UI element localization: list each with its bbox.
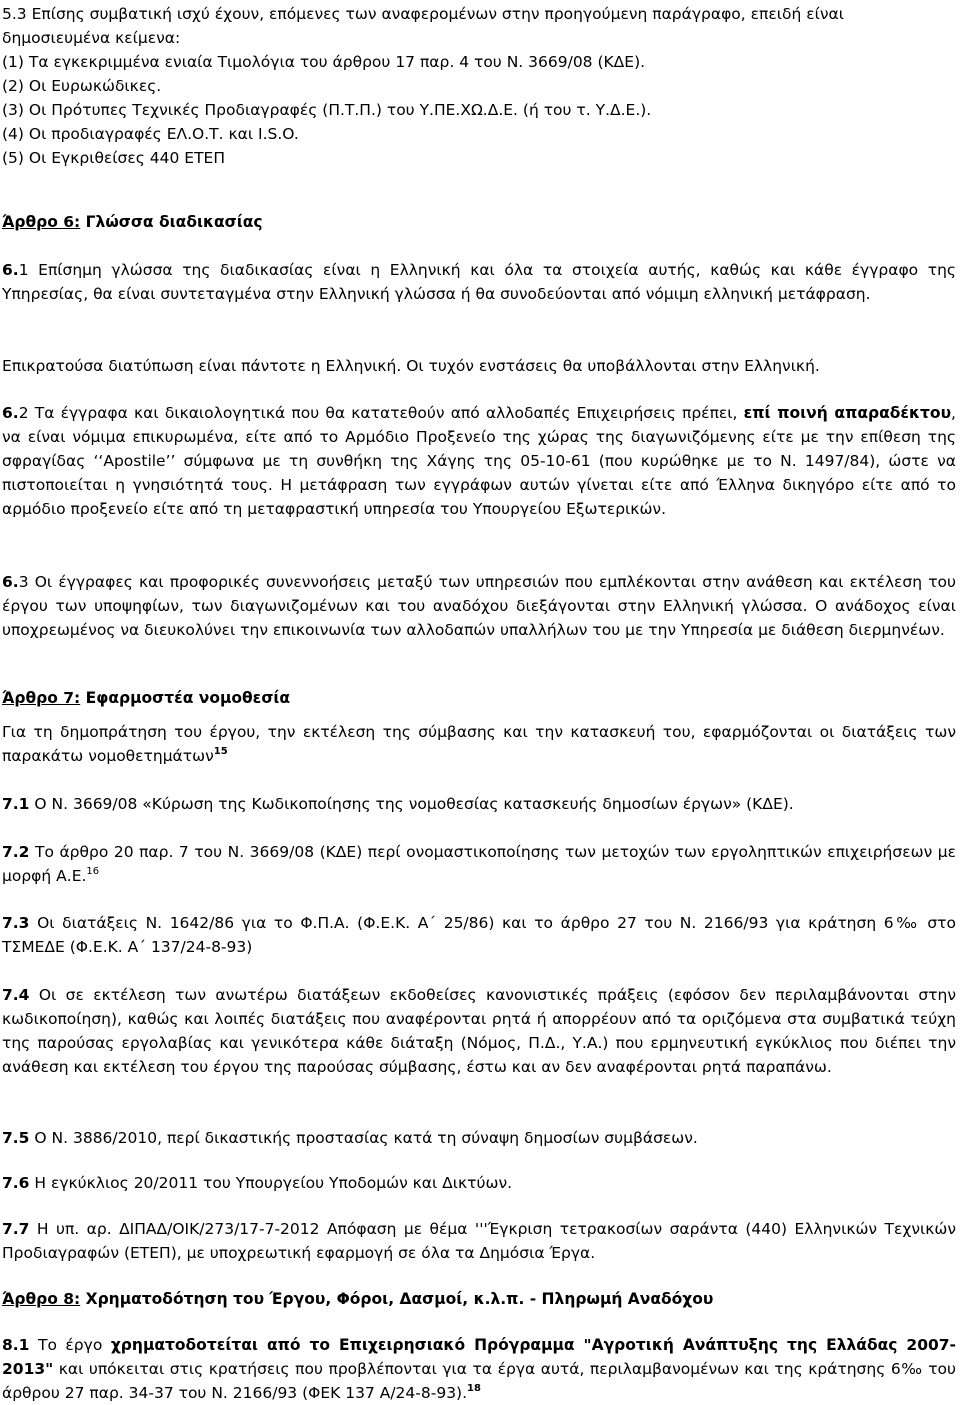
paragraph-number: 6. <box>2 261 19 279</box>
item-7-7 <box>2 1217 956 1265</box>
item-text: Η υπ. αρ. ΔΙΠΑΔ/ΟΙΚ/273/17-7-2012 Απόφαση με θέμα '''Έγκριση τετρακοσίων σαράντα (440) Ελληνικών Τεχνικών Προδιαγραφών (ΕΤΕΠ), με υποχρεωτική εφαρμογή σε όλα τα Δημόσια Έργα. <box>2 1220 956 1262</box>
emphasis-text: χρηματοδοτείται από το Επιχειρησιακό Πρόγραμμα "Αγροτική Ανάπτυξης της Ελλάδας 2007-2013" <box>2 1336 956 1378</box>
item-7-2 <box>2 840 956 888</box>
paragraph-text: και υπόκειται στις κρατήσεις που προβλέπονται για τα έργα αυτά, περιλαμβανομένων και της κράτησης 6‰ του άρθρου 27 παρ. 34-37 του Ν. 2166/93 (ΦΕΚ 137 Α/24-8-93). <box>2 1360 956 1402</box>
item-number: 7.6 <box>2 1174 30 1192</box>
item-number: 7.2 <box>2 843 30 861</box>
paragraph-6-3 <box>2 570 956 642</box>
paragraph-subnumber: 1 <box>18 261 29 279</box>
footnote-ref: 16 <box>86 866 100 877</box>
item-text: Η εγκύκλιος 20/2011 του Υπουργείου Υποδομών και Δικτύων. <box>29 1174 513 1192</box>
paragraph-6-1b <box>2 354 956 378</box>
item-text: Ο Ν. 3669/08 «Κύρωση της Κωδικοποίησης της νομοθεσίας κατασκευής δημοσίων έργων» (ΚΔΕ). <box>29 795 794 813</box>
paragraph-5-3: 5.3 Επίσης συμβατική ισχύ έχουν, επόμενες των αναφερομένων στην προηγούμενη παράγραφο, επειδή είναι δημοσιευμένα κείμενα: <box>2 5 844 47</box>
heading-number: Άρθρο 7: <box>2 689 81 707</box>
item-text: Ο Ν. 3886/2010, περί δικαστικής προστασίας κατά τη σύναψη δημοσίων συμβάσεων. <box>29 1129 698 1147</box>
paragraph-6-1 <box>2 258 956 306</box>
section-5-3 <box>2 2 956 170</box>
item-7-1 <box>2 792 956 816</box>
item-7-3 <box>2 911 956 959</box>
list-item: (5) Οι Εγκριθείσες 440 ΕΤΕΠ <box>2 149 225 167</box>
paragraph-subnumber: 2 <box>18 404 29 422</box>
heading-number: Άρθρο 8: <box>2 1290 81 1308</box>
footnote-ref: 18 <box>467 1383 481 1394</box>
item-text: Οι διατάξεις Ν. 1642/86 για το Φ.Π.Α. (Φ.Ε.Κ. Α΄ 25/86) και το άρθρο 27 του Ν. 2166/93 για κράτηση 6‰ στο ΤΣΜΕΔΕ (Φ.Ε.Κ. Α΄ 137/24-8-93) <box>2 914 956 956</box>
item-7-6 <box>2 1171 956 1195</box>
item-number: 7.1 <box>2 795 30 813</box>
item-7-5 <box>2 1126 956 1150</box>
list-item: (4) Οι προδιαγραφές ΕΛ.Ο.Τ. και I.S.O. <box>2 125 299 143</box>
item-7-4 <box>2 983 956 1079</box>
item-number: 7.3 <box>2 914 30 932</box>
heading-title: Γλώσσα διαδικασίας <box>80 213 263 231</box>
paragraph-text: Το έργο <box>29 1336 111 1354</box>
paragraph-text: Οι έγγραφες και προφορικές συνεννοήσεις μεταξύ των υπηρεσιών που εμπλέκονται στην ανάθεση και εκτέλεση του έργου των υποψηφίων, των διαγωνιζομένων και του αναδόχου διεξάγονται στην Ελληνική γλώσσα. Ο ανάδοχος είναι υποχρεωμένος να διευκολύνει την επικοινωνία των αλλοδαπών υπαλλήλων του με την Υπηρεσία με διάθεση διερμηνέων. <box>2 573 956 639</box>
paragraph-text: Τα έγγραφα και δικαιολογητικά που θα κατατεθούν από αλλοδαπές Επιχειρήσεις πρέπει, <box>28 404 744 422</box>
paragraph-number: 6. <box>2 573 19 591</box>
paragraph-number: 6. <box>2 404 19 422</box>
list-item: (3) Οι Πρότυπες Τεχνικές Προδιαγραφές (Π.Τ.Π.) του Υ.ΠΕ.ΧΩ.Δ.Ε. (ή του τ. Υ.Δ.Ε.). <box>2 101 652 119</box>
emphasis-text: επί ποινή απαραδέκτου <box>743 404 952 422</box>
paragraph-text: Επίσημη γλώσσα της διαδικασίας είναι η Ελληνική και όλα τα στοιχεία αυτής, καθώς και κάθε έγγραφο της Υπηρεσίας, θα είναι συντεταγμένα στην Ελληνική γλώσσα ή θα συνοδεύονται από νόμιμη ελληνική μετάφραση. <box>2 261 956 303</box>
item-text: Οι σε εκτέλεση των ανωτέρω διατάξεων εκδοθείσες κανονιστικές πράξεις (εφόσον δεν περιλαμβάνονται στην κωδικοποίηση), καθώς και λοιπές διατάξεις που αναφέρονται ρητά ή απορρέουν από τα οριζόμενα στα συμβατικά τεύχη της παρούσας εργολαβίας και γενικότερα κάθε διάταξη (Νόμος, Π.Δ., Υ.Α.) που ερμηνευτική εγκύκλιος που διέπει την ανάθεση και εκτέλεση του έργου της παρούσας σύμβασης, έστω και αν δεν αναφέρονται ρητά παραπάνω. <box>2 986 956 1076</box>
item-number: 7.5 <box>2 1129 30 1147</box>
article-7-intro <box>2 720 956 768</box>
article-8-heading <box>2 1287 956 1311</box>
heading-title: Χρηματοδότηση του Έργου, Φόροι, Δασμοί, κ.λ.π. - Πληρωμή Αναδόχου <box>80 1290 714 1308</box>
heading-title: Εφαρμοστέα νομοθεσία <box>80 689 291 707</box>
article-6-heading <box>2 210 956 234</box>
paragraph-text: , να είναι νόμιμα επικυρωμένα, είτε από το Αρμόδιο Προξενείο της χώρας της διαγωνιζόμενης είτε με την επίθεση της σφραγίδας ‘‘Apostile’’ σύμφωνα με τη συνθήκη της Χάγης της 05-10-61 (που κυρώθηκε με το Ν. 1497/84), ώστε να πιστοποιείται η γνησιότητά τους. Η μετάφραση των εγγράφων αυτών γίνεται είτε από Έλληνα δικηγόρο είτε από το αρμόδιο προξενείο είτε από τη μεταφραστική υπηρεσία του Υπουργείου Εξωτερικών. <box>2 404 956 518</box>
paragraph-number: 8.1 <box>2 1336 30 1354</box>
list-item: (1) Τα εγκεκριμμένα ενιαία Τιμολόγια του άρθρου 17 παρ. 4 του Ν. 3669/08 (ΚΔΕ). <box>2 53 646 71</box>
list-item: (2) Οι Ευρωκώδικες. <box>2 77 162 95</box>
paragraph-text: Για τη δημοπράτηση του έργου, την εκτέλεση της σύμβασης και την κατασκευή του, εφαρμόζονται οι διατάξεις των παρακάτω νομοθετημάτων <box>2 723 956 765</box>
item-number: 7.4 <box>2 986 30 1004</box>
footnote-ref: 15 <box>213 746 228 757</box>
paragraph-8-1 <box>2 1333 956 1405</box>
paragraph-text: Επικρατούσα διατύπωση είναι πάντοτε η Ελληνική. Οι τυχόν ενστάσεις θα υποβάλλονται στην Ελληνική. <box>2 357 820 375</box>
paragraph-subnumber: 3 <box>18 573 29 591</box>
article-7-heading <box>2 686 956 710</box>
paragraph-6-2 <box>2 401 956 521</box>
item-text: Το άρθρο 20 παρ. 7 του Ν. 3669/08 (ΚΔΕ) περί ονομαστικοποίησης των μετοχών των εργοληπτικών επιχειρήσεων με μορφή Α.Ε. <box>2 843 956 885</box>
heading-number: Άρθρο 6: <box>2 213 81 231</box>
item-number: 7.7 <box>2 1220 30 1238</box>
